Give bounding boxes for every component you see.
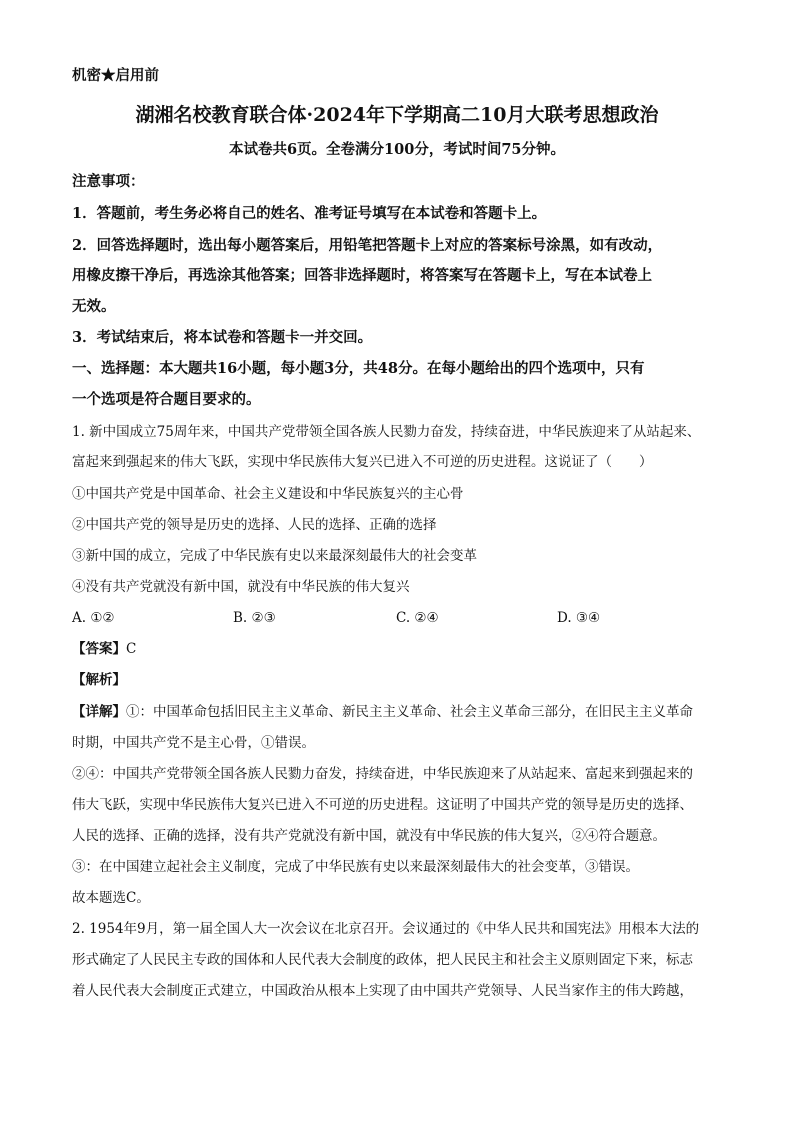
detail-tag: 【详解】	[72, 704, 126, 720]
q1-option-c: C. ②④	[396, 610, 439, 626]
section-heading-line-2: 一个选项是符合题目要求的。	[72, 391, 261, 408]
q1-detail-line-6: ③：在中国建立起社会主义制度，完成了中华民族有史以来最深刻最伟大的社会变革，③错误。	[72, 859, 639, 875]
notice-item-2-line-3: 无效。	[72, 298, 116, 315]
q1-statement-2: ②中国共产党的领导是历史的选择、人民的选择、正确的选择	[72, 517, 437, 533]
q2-stem-line-2: 形式确定了人民民主专政的国体和人民代表大会制度的政体，把人民民主和社会主义原则固定下来，标志	[72, 952, 693, 968]
q1-detail-line-5: 人民的选择、正确的选择，没有共产党就没有新中国，就没有中华民族的伟大复兴，②④符合题意。	[72, 828, 666, 844]
notice-heading: 注意事项：	[72, 173, 145, 190]
q1-statement-3: ③新中国的成立，完成了中华民族有史以来最深刻最伟大的社会变革	[72, 548, 477, 564]
detail-text-1a: ①：中国革命包括旧民主主义革命、新民主主义革命、社会主义革命三部分，在旧民主主义革命	[126, 704, 693, 720]
section-heading-line-1: 一、选择题：本大题共16小题，每小题3分，共48分。在每小题给出的四个选项中，只有	[72, 360, 645, 377]
q1-option-b: B. ②③	[233, 610, 276, 626]
q1-statement-1: ①中国共产党是中国革命、社会主义建设和中华民族复兴的主心骨	[72, 486, 464, 502]
q1-stem-line-2: 富起来到强起来的伟大飞跃，实现中华民族伟大复兴已进入不可逆的历史进程。这说证了（ ）	[72, 454, 653, 470]
notice-item-1: 1．答题前，考生务必将自己的姓名、准考证号填写在本试卷和答题卡上。	[72, 205, 547, 222]
answer-value: C	[126, 641, 137, 657]
q2-stem-line-1: 2. 1954年9月，第一届全国人大一次会议在北京召开。会议通过的《中华人民共和国宪法》用根本大法的	[72, 921, 700, 937]
analysis-tag: 【解析】	[72, 672, 126, 688]
q1-stem-line-1: 1. 新中国成立75周年来，中国共产党带领全国各族人民勠力奋发，持续奋进，中华民族迎来了从站起来、	[72, 424, 701, 440]
q1-option-a: A. ①②	[72, 610, 115, 626]
exam-subtitle: 本试卷共6页。全卷满分100分，考试时间75分钟。	[228, 141, 566, 158]
q1-detail-line-1	[72, 702, 693, 722]
secret-label: 机密★启用前	[72, 67, 159, 84]
q1-detail-line-4: 伟大飞跃，实现中华民族伟大复兴已进入不可逆的历史进程。这证明了中国共产党的领导是历史的选择、	[72, 797, 693, 813]
notice-item-2-line-2: 用橡皮擦干净后，再选涂其他答案；回答非选择题时，将答案写在答题卡上，写在本试卷上	[72, 267, 652, 284]
q1-analysis-tag	[72, 670, 126, 690]
answer-tag: 【答案】	[72, 641, 126, 657]
notice-item-2-line-1: 2．回答选择题时，选出每小题答案后，用铅笔把答题卡上对应的答案标号涂黑，如有改动，	[72, 237, 663, 254]
q1-conclusion: 故本题选C。	[72, 890, 150, 906]
exam-title: 湖湘名校教育联合体·2024年下学期高二10月大联考思想政治	[135, 104, 659, 126]
q1-answer	[72, 639, 136, 659]
q1-detail-line-2: 时期，中国共产党不是主心骨，①错误。	[72, 735, 315, 751]
q1-detail-line-3: ②④：中国共产党带领全国各族人民勠力奋发，持续奋进，中华民族迎来了从站起来、富起来到强起来的	[72, 766, 693, 782]
q2-stem-line-3: 着人民代表大会制度正式建立，中国政治从根本上实现了由中国共产党领导、人民当家作主的伟大跨越，	[72, 983, 693, 999]
q1-option-d: D. ③④	[557, 610, 601, 626]
q1-statement-4: ④没有共产党就没有新中国，就没有中华民族的伟大复兴	[72, 579, 410, 595]
notice-item-3: 3．考试结束后，将本试卷和答题卡一并交回。	[72, 329, 373, 346]
